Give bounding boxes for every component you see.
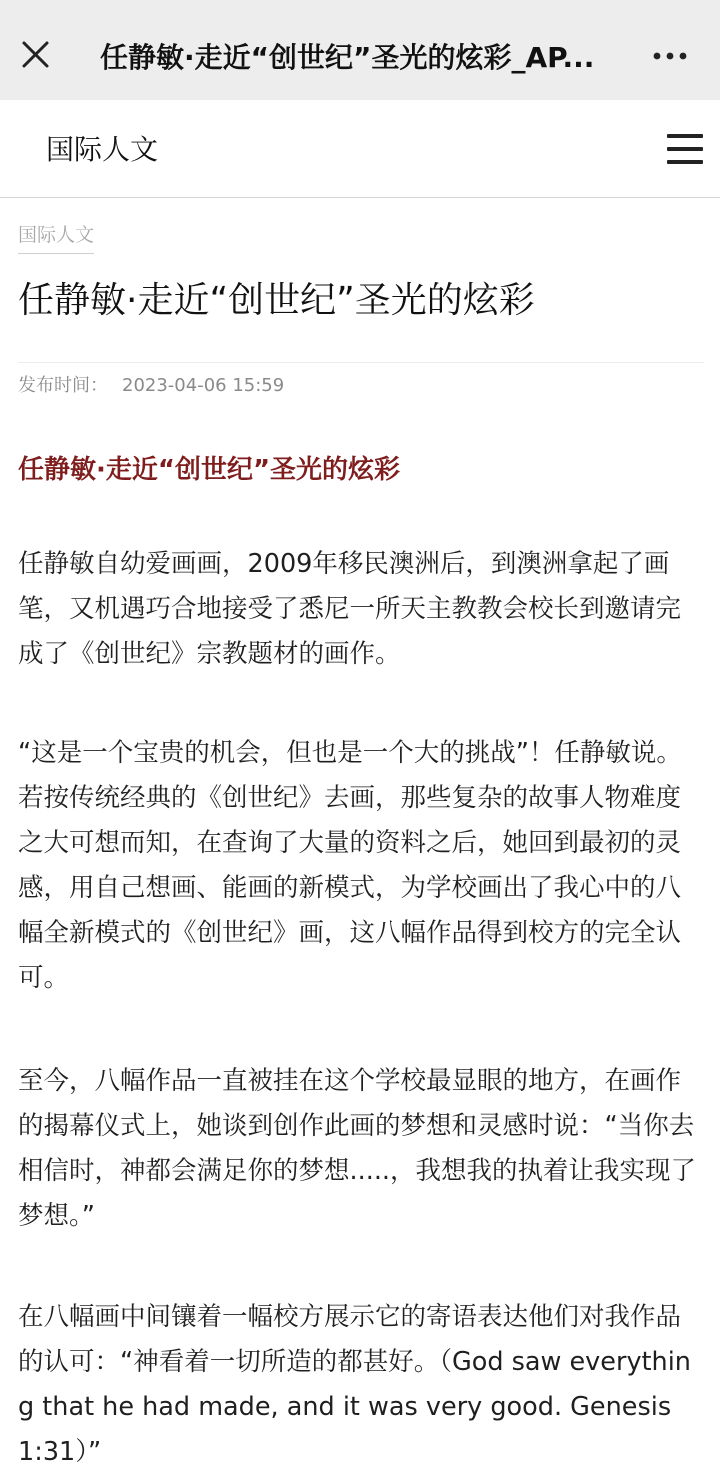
more-dots-icon[interactable] — [646, 40, 694, 72]
site-name[interactable]: 国际人文 — [46, 133, 159, 166]
site-nav-bar — [0, 100, 720, 198]
paragraph: “这是一个宝贵的机会，但也是一个大的挑战”！任静敏说。若按传统经典的《创世纪》去画，那些复杂的故事人物难度之大可想而知，在查询了大量的资料之后，她回到最初的灵感，用自己想画、能画的新模式，为学校画出了我心中的八幅全新模式的《创世纪》画，这八幅作品得到校方的完全认可。 — [18, 738, 682, 993]
category-tag[interactable]: 国际人文 — [18, 221, 94, 254]
publish-time-value: 2023-04-06 15:59 — [122, 375, 285, 396]
paragraph: 任静敏自幼爱画画，2009年移民澳洲后，到澳洲拿起了画笔，又机遇巧合地接受了悉尼一所天主教教会校长到邀请完成了《创世纪》宗教题材的画作。 — [18, 549, 682, 669]
hamburger-menu-icon[interactable] — [664, 132, 704, 166]
title-divider — [18, 362, 704, 363]
article-subtitle: 任静敏·走近“创世纪”圣光的炫彩 — [18, 455, 401, 485]
publish-time-label: 发布时间： — [18, 375, 108, 396]
paragraph: 至今，八幅作品一直被挂在这个学校最显眼的地方，在画作的揭幕仪式上，她谈到创作此画的梦想和灵感时说：“当你去相信时，神都会满足你的梦想.....，我想我的执着让我实现了梦想。” — [18, 1066, 697, 1231]
close-icon[interactable] — [14, 30, 58, 74]
paragraph: 在八幅画中间镶着一幅校方展示它的寄语表达他们对我作品的认可：“神看着一切所造的都甚好。（God saw everything that he had made, and it was very good. Genesis 1:31）” — [18, 1302, 691, 1467]
top-bar — [0, 0, 720, 100]
publish-meta — [18, 373, 284, 399]
article-title: 任静敏·走近“创世纪”圣光的炫彩 — [18, 280, 535, 321]
window-title: 任静敏·走近“创世纪”圣光的炫彩_AP... — [100, 41, 595, 74]
